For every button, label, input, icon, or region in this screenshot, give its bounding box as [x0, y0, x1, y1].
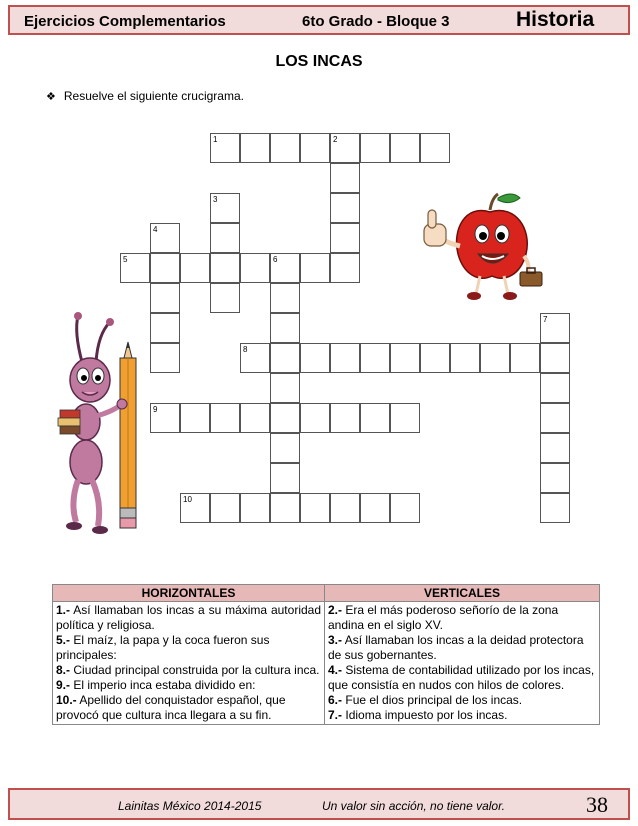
- crossword-cell[interactable]: [480, 343, 510, 373]
- clue-vertical-3: 3.- Así llamaban los incas a la deidad protectora de sus gobernantes.: [328, 633, 584, 662]
- crossword-cell[interactable]: [390, 133, 420, 163]
- crossword-cell[interactable]: [330, 403, 360, 433]
- crossword-cell[interactable]: [330, 223, 360, 253]
- horizontal-clues: [53, 602, 325, 725]
- page-header: [8, 5, 630, 35]
- crossword-cell[interactable]: [210, 133, 240, 163]
- crossword-cell[interactable]: [330, 343, 360, 373]
- apple-thumbs-up-illustration: [420, 190, 544, 302]
- clue-vertical-4: 4.- Sistema de contabilidad utilizado por los incas, que consistía en nudos con hilos de colores.: [328, 663, 595, 692]
- clue-vertical-2: 2.- Era el más poderoso señorío de la zona andina en el siglo XV.: [328, 603, 559, 632]
- crossword-clue-number: 8: [243, 345, 248, 354]
- crossword-cell[interactable]: [300, 253, 330, 283]
- diamond-bullet-icon: ❖: [46, 90, 56, 103]
- crossword-cell[interactable]: [150, 253, 180, 283]
- crossword-cell[interactable]: [540, 313, 570, 343]
- crossword-cell[interactable]: [270, 403, 300, 433]
- crossword-cell[interactable]: [390, 343, 420, 373]
- crossword-cell[interactable]: [240, 253, 270, 283]
- crossword-cell[interactable]: [330, 493, 360, 523]
- crossword-cell[interactable]: [270, 463, 300, 493]
- crossword-clue-number: 7: [543, 315, 548, 324]
- crossword-cell[interactable]: [210, 253, 240, 283]
- instruction: [46, 89, 244, 103]
- crossword-cell[interactable]: [150, 343, 180, 373]
- clue-horizontal-5: 5.- El maíz, la papa y la coca fueron sus principales:: [56, 633, 270, 662]
- crossword-cell[interactable]: [330, 133, 360, 163]
- crossword-cell[interactable]: [210, 403, 240, 433]
- crossword-clue-number: 2: [333, 135, 338, 144]
- crossword-cell[interactable]: [510, 343, 540, 373]
- clue-horizontal-10: 10.- Apellido del conquistador español, que provocó que cultura inca llegara a su fin.: [56, 693, 286, 722]
- crossword-cell[interactable]: [300, 343, 330, 373]
- crossword-cell[interactable]: [540, 493, 570, 523]
- crossword-cell[interactable]: [450, 343, 480, 373]
- crossword-cell[interactable]: [360, 403, 390, 433]
- crossword-cell[interactable]: [300, 403, 330, 433]
- crossword-clue-number: 6: [273, 255, 278, 264]
- footer-motto: Un valor sin acción, no tiene valor.: [322, 799, 505, 813]
- page-number: 38: [586, 792, 608, 817]
- crossword-clue-number: 9: [153, 405, 158, 414]
- crossword-cell[interactable]: [240, 493, 270, 523]
- crossword-cell[interactable]: [540, 403, 570, 433]
- crossword-cell[interactable]: [390, 493, 420, 523]
- header-grade: 6to Grado - Bloque 3: [302, 13, 450, 30]
- crossword-cell[interactable]: [150, 223, 180, 253]
- crossword-cell[interactable]: [540, 463, 570, 493]
- crossword-cell[interactable]: [420, 343, 450, 373]
- crossword-cell[interactable]: [330, 253, 360, 283]
- crossword-cell[interactable]: [300, 493, 330, 523]
- crossword-cell[interactable]: [270, 373, 300, 403]
- crossword-cell[interactable]: [240, 403, 270, 433]
- crossword-cell[interactable]: [120, 253, 150, 283]
- clue-horizontal-9: 9.- El imperio inca estaba dividido en:: [56, 678, 256, 692]
- crossword-clue-number: 3: [213, 195, 218, 204]
- crossword-cell[interactable]: [210, 223, 240, 253]
- crossword-clue-number: 10: [183, 495, 192, 504]
- clue-vertical-7: 7.- Idioma impuesto por los incas.: [328, 708, 508, 722]
- crossword-cell[interactable]: [270, 343, 300, 373]
- crossword-cell[interactable]: [210, 193, 240, 223]
- crossword-cell[interactable]: [180, 253, 210, 283]
- clue-vertical-6: 6.- Fue el dios principal de los incas.: [328, 693, 523, 707]
- page-title: LOS INCAS: [275, 53, 363, 70]
- crossword-clue-number: 5: [123, 255, 128, 264]
- crossword-cell[interactable]: [540, 433, 570, 463]
- crossword-cell[interactable]: [270, 313, 300, 343]
- crossword-cell[interactable]: [270, 433, 300, 463]
- instruction-text: Resuelve el siguiente crucigrama.: [63, 89, 244, 103]
- crossword-cell[interactable]: [210, 283, 240, 313]
- crossword-cell[interactable]: [420, 133, 450, 163]
- crossword-cell[interactable]: [540, 343, 570, 373]
- crossword-cell[interactable]: [180, 493, 210, 523]
- crossword-cell[interactable]: [390, 403, 420, 433]
- crossword-cell[interactable]: [270, 253, 300, 283]
- ant-with-pencil-illustration: [52, 312, 144, 538]
- crossword-cell[interactable]: [210, 493, 240, 523]
- footer-credit: Lainitas México 2014-2015: [118, 799, 262, 813]
- crossword-cell[interactable]: [300, 133, 330, 163]
- clues-table: [52, 584, 600, 725]
- crossword-cell[interactable]: [330, 193, 360, 223]
- header-subject: Ejercicios Complementarios: [24, 13, 226, 30]
- crossword-cell[interactable]: [150, 403, 180, 433]
- clue-horizontal-1: 1.- Así llamaban los incas a su máxima autoridad política y religiosa.: [56, 603, 322, 632]
- vertical-clues: [325, 602, 600, 725]
- crossword-cell[interactable]: [330, 163, 360, 193]
- crossword-cell[interactable]: [270, 283, 300, 313]
- header-section: Historia: [516, 8, 595, 31]
- crossword-clue-number: 1: [213, 135, 218, 144]
- crossword-cell[interactable]: [270, 133, 300, 163]
- crossword-cell[interactable]: [360, 343, 390, 373]
- crossword-cell[interactable]: [360, 133, 390, 163]
- vertical-header: VERTICALES: [325, 585, 600, 602]
- crossword-cell[interactable]: [150, 313, 180, 343]
- crossword-cell[interactable]: [240, 343, 270, 373]
- horizontal-header: HORIZONTALES: [53, 585, 325, 602]
- crossword-clue-number: 4: [153, 225, 158, 234]
- page-footer: [8, 788, 630, 820]
- crossword-cell[interactable]: [150, 283, 180, 313]
- crossword-cell[interactable]: [240, 133, 270, 163]
- crossword-cell[interactable]: [270, 493, 300, 523]
- crossword-cell[interactable]: [540, 373, 570, 403]
- clue-horizontal-8: 8.- Ciudad principal construida por la cultura inca.: [56, 663, 320, 677]
- crossword-cell[interactable]: [360, 493, 390, 523]
- crossword-cell[interactable]: [180, 403, 210, 433]
